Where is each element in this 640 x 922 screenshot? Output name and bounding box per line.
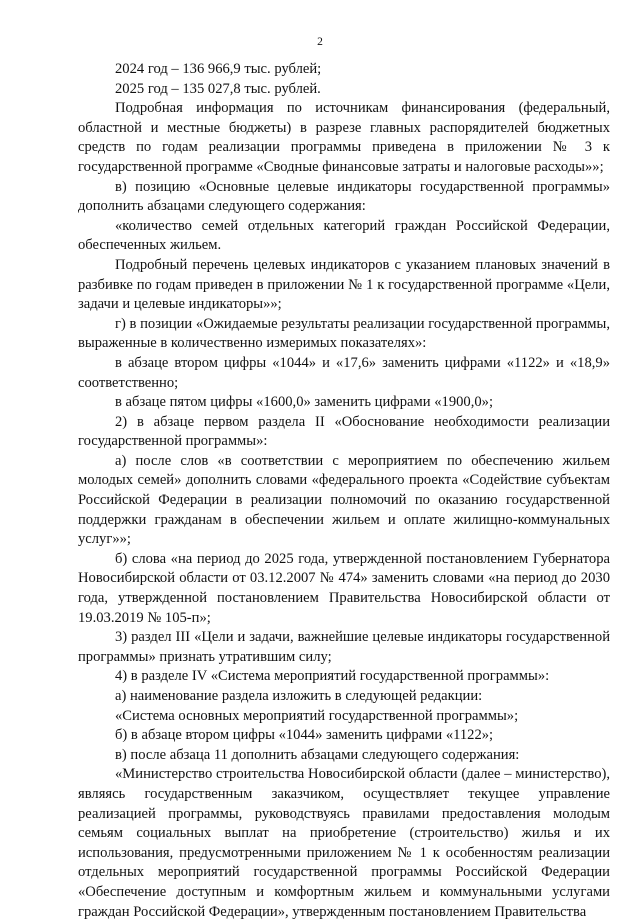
paragraph: б) слова «на период до 2025 года, утвержденной постановлением Губернатора Новосибирской области от 03.12.2007 № 474» заменить словами «на период до 2030 года, утвержденной постановлением Правительства Новосибирской области от 19.03.2019 № 105-п»; [78, 550, 610, 626]
paragraph: 3) раздел III «Цели и задачи, важнейшие целевые индикаторы государственной программы» признать утратившим силу; [78, 629, 610, 665]
paragraph: Подробная информация по источникам финансирования (федеральный, областной и местные бюджеты) в разрезе главных распорядителей бюджетных средств по годам реализации программы приведена в приложении № 3 к государственной программе «Сводные финансовые затраты и налоговые расходы»»; [78, 100, 610, 175]
paragraph: а) наименование раздела изложить в следующей редакции: [115, 688, 483, 704]
paragraph: «Министерство строительства Новосибирской области (далее – министерство), являясь государственным заказчиком, осуществляет текущее управление реализацией программы, руководствуясь правилами предоставления молодым семьям социальных выплат на приобретение (строительство) жилья и их использования, предусмотренными приложением № 1 к особенностям реализации отдельных мероприятий государственной программы Российской Федерации «Обеспечение доступным и комфортным жильем и коммунальными услугами граждан Российской Федерации», утвержденным постановлением Правительства [78, 766, 610, 920]
paragraph: «количество семей отдельных категорий граждан Российской Федерации, обеспеченных жильем. [78, 217, 610, 254]
paragraph: 4) в разделе IV «Система мероприятий государственной программы»: [115, 668, 550, 685]
paragraph: Подробный перечень целевых индикаторов с указанием плановых значений в разбивке по годам приведен в приложении № 1 к государственной программе «Цели, задачи и целевые индикаторы»»; [78, 256, 610, 313]
paragraph: а) после слов «в соответствии с мероприятием по обеспечению жильем молодых семей» дополнить словами «федерального проекта «Содействие субъектам Российской Федерации в реализации полномочий по оказанию государственной поддержки гражданам в обеспечении жильем и оплате жилищно-коммунальных услуг»»; [78, 452, 610, 548]
paragraph: в абзаце пятом цифры «1600,0» заменить цифрами «1900,0»; [115, 394, 494, 411]
paragraph: 2025 год – 135 027,8 тыс. рублей. [115, 80, 321, 97]
document-body [78, 60, 610, 922]
paragraph: 2024 год – 136 966,9 тыс. рублей; [115, 61, 322, 77]
paragraph: г) в позиции «Ожидаемые результаты реализации государственной программы, выраженные в количественно измеримых показателях»: [78, 315, 610, 352]
paragraph: 2) в абзаце первом раздела II «Обоснование необходимости реализации государственной программы»: [78, 413, 610, 450]
paragraph: «Система основных мероприятий государственной программы»; [115, 707, 519, 724]
page-number: 2 [317, 36, 323, 48]
paragraph: в) позицию «Основные целевые индикаторы государственной программы» дополнить абзацами следующего содержания: [78, 178, 610, 215]
paragraph: в) после абзаца 11 дополнить абзацами следующего содержания: [115, 746, 520, 763]
paragraph: б) в абзаце втором цифры «1044» заменить цифрами «1122»; [115, 727, 494, 744]
paragraph: в абзаце втором цифры «1044» и «17,6» заменить цифрами «1122» и «18,9» соответственно; [78, 354, 610, 391]
